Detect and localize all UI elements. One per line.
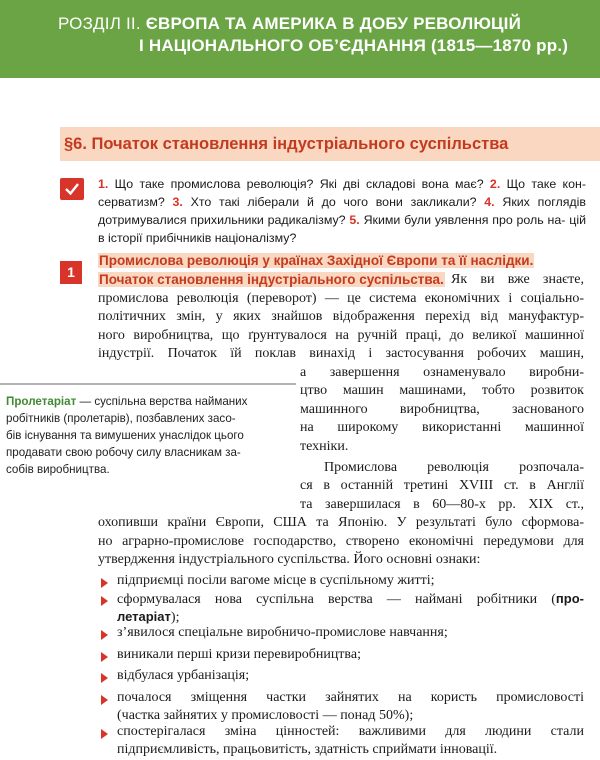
list-item: з’явилося спеціальне виробничо-промислове навчання; [117, 625, 448, 640]
question-text: Хто такі ліберали й до чого вони закликали? [190, 195, 477, 209]
list-item-cont: підприємливість, працьовитість, здатність сприймати інновації. [117, 742, 498, 757]
subsection-title-text: Промислова революція у країнах Західної Європи та її наслідки. [99, 253, 534, 268]
list-item: відбулася урбанізація; [117, 668, 250, 683]
question-text: Що таке промислова революція? Які дві складові вона має? [114, 177, 484, 191]
question-number: 1. [98, 177, 109, 191]
triangle-bullet-icon [101, 630, 108, 640]
triangle-bullet-icon [101, 578, 108, 588]
body-line: ного виробництва, що ґрунтувалося на ручній праці, до великої машинної [98, 328, 584, 343]
subsection-title-line2 [98, 270, 445, 290]
body-line: та завершилася в 60—80-х рр. XIX ст., [300, 497, 584, 512]
subsection-title-line1 [98, 251, 534, 271]
list-item-term: летаріат [117, 609, 171, 624]
body-line: ся в останній третині XVIII ст. в Англії [300, 478, 584, 493]
list-item-text: сформувалася нова суспільна верства — наймані робітники ( [117, 592, 556, 607]
question-text: серватизм? [98, 195, 165, 209]
triangle-bullet-icon [101, 729, 108, 739]
definition-line: бів існування та вимушених унаслідок цього [6, 429, 244, 442]
question-number: 2. [489, 177, 501, 191]
definition-box [6, 393, 288, 478]
triangle-bullet-icon [101, 673, 108, 683]
chapter-title-line2: І НАЦІОНАЛЬНОГО ОБ’ЄДНАННЯ (1815—1870 рр.) [139, 36, 569, 55]
list-item: виникали перші кризи перевиробництва; [117, 647, 361, 662]
list-item: спостерігалася зміна цінностей: важливими для людини стали [117, 724, 584, 739]
body-line: машинного виробництва, заснованого [300, 402, 584, 417]
list-item-cont: (частка зайнятих у промисловості — понад 50%); [117, 708, 414, 723]
definition-line: робітників (пролетарів), позбавлених засо- [6, 412, 236, 425]
triangle-bullet-icon [101, 596, 108, 606]
definition-line: продавати свою робочу силу власникам за- [6, 446, 241, 459]
definition-divider [0, 383, 296, 385]
question-text: дотримувалися прихильники радикалізму? [98, 213, 346, 227]
body-line: Як ви вже знаєте, [451, 272, 584, 287]
question-text: Яких поглядів [502, 195, 586, 209]
body-line: на широкому використанні машинної [300, 420, 584, 435]
body-line: утвердження індустріального суспільства. Його основні ознаки: [98, 552, 481, 567]
chapter-title-line1 [58, 13, 521, 34]
definition-line: собів виробництва. [6, 463, 110, 476]
list-item-term: про- [555, 591, 584, 606]
definition-term: Пролетаріат [6, 395, 77, 408]
question-number: 4. [484, 195, 495, 209]
list-item-text: ); [170, 610, 180, 625]
subsection-number: 1 [60, 261, 82, 284]
question-text: цій в історії прибічників націоналізму? [98, 213, 587, 245]
triangle-bullet-icon [101, 652, 108, 662]
body-line: но аграрно-промислове господарство, створено економічні передумови для [98, 534, 584, 549]
list-item: підприємці посіли вагоме місце в суспільному житті; [117, 573, 435, 588]
question-text: Що таке кон- [506, 177, 586, 191]
list-item: почалося зміщення частки зайнятих на користь промисловості [117, 690, 584, 705]
section-title: §6. Початок становлення індустріального суспільства [64, 135, 509, 153]
body-line: цтво машин машинами, тобто розвиток [300, 383, 584, 398]
chapter-title-text1: ЄВРОПА ТА АМЕРИКА В ДОБУ РЕВОЛЮЦІЙ [145, 14, 522, 33]
body-line: техніки. [300, 439, 349, 454]
question-text: Якими були уявлення про роль на- [363, 213, 566, 227]
definition-line [6, 393, 288, 410]
chapter-prefix: РОЗДІЛ ІІ. [58, 14, 141, 33]
body-line: Промислова революція розпочала- [324, 460, 584, 475]
body-line: промислова революція (переворот) — це система економічних і соціально- [98, 291, 584, 306]
body-line: охопивши країни Європи, США та Японію. У результаті було сформова- [98, 515, 584, 530]
question-number: 3. [172, 195, 183, 209]
question-number: 5. [349, 213, 360, 227]
triangle-bullet-icon [101, 695, 108, 705]
body-line: політичних змін, у яких знайшов відображення перехід від мануфактур- [98, 309, 584, 324]
body-line: індустрії. Початок їй поклав винахід і застосування робочих машин, [98, 346, 584, 361]
definition-text: — суспільна верства найманих [76, 395, 248, 408]
review-questions [98, 175, 586, 247]
body-line: а завершення ознаменувало виробни- [300, 365, 584, 380]
list-item [117, 590, 584, 610]
checkmark-icon [60, 178, 84, 200]
subsection-title-text: Початок становлення індустріального суспільства. [99, 272, 444, 287]
